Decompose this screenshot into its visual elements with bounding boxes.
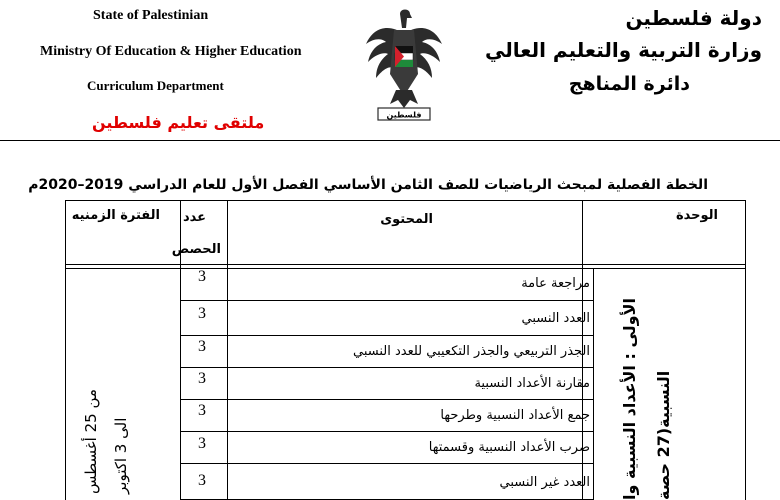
palestine-eagle-emblem-icon [360,4,448,132]
state-name-en: State of Palestinian [93,8,209,23]
department-name-ar: دائرة المناهج [568,73,690,95]
row-line-4 [180,399,593,400]
forum-label: ملتقى تعليم فلسطين [92,113,265,132]
row-1-sessions: 3 [198,268,206,285]
row-2-content: العدد النسبي [521,311,590,326]
row-5-content: جمع الأعداد النسبية وطرحها [440,408,590,423]
header-row-bottom [65,264,745,265]
row-line-3 [180,367,593,368]
row-3-sessions: 3 [198,338,206,355]
emblem-banner-text: فلسطين [386,110,422,120]
row-6-content: ضرب الأعداد النسبية وقسمتها [428,440,590,455]
table-border-top [65,200,745,201]
row-line-1 [180,300,593,301]
header-row-bottom-double [65,268,745,269]
row-line-5 [180,431,593,432]
row-6-sessions: 3 [198,435,206,452]
ministry-name-en: Ministry Of Education & Higher Education [40,44,302,59]
table-border-right [745,200,746,500]
row-7-content: العدد غير النسبي [499,475,590,490]
department-name-en: Curriculum Department [87,78,224,93]
row-1-content: مراجعة عامة [521,276,590,291]
table-divider-content-inner [593,269,594,500]
header-content: المحتوى [380,212,433,227]
unit-title-line1: الأولى : الأعداد النسبية وا [620,298,639,500]
header-period: الفترة الزمنيه [71,208,160,223]
header-divider [0,140,780,141]
row-2-sessions: 3 [198,305,206,322]
unit-title-line2: النسبية(27 حصة [654,370,673,500]
table-divider-sessions [227,200,228,500]
header-unit: الوحدة [675,208,718,223]
row-line-2 [180,335,593,336]
row-7-sessions: 3 [198,472,206,489]
period-line2: الى 3 اكتوبر [112,417,130,494]
row-3-content: الجذر التربيعي والجذر التكعيبي للعدد النسبي [352,344,590,359]
row-line-6 [180,463,593,464]
row-4-content: مقارنة الأعداد النسبية [474,376,590,391]
row-4-sessions: 3 [198,370,206,387]
table-border-left [65,200,66,500]
state-name-ar: دولة فلسطين [625,6,762,30]
ministry-name-ar: وزارة التربية والتعليم العالي [485,38,762,62]
header-sessions-line2: الحصص [171,242,221,257]
plan-title: الخطة الفصلية لمبحث الرياضيات للصف الثامن الأساسي الفصل الأول للعام الدراسي 2019–2020م [28,177,708,193]
period-line1: من 25 أغسطس [82,389,100,494]
row-5-sessions: 3 [198,402,206,419]
header-sessions-line1: عدد [182,210,206,225]
